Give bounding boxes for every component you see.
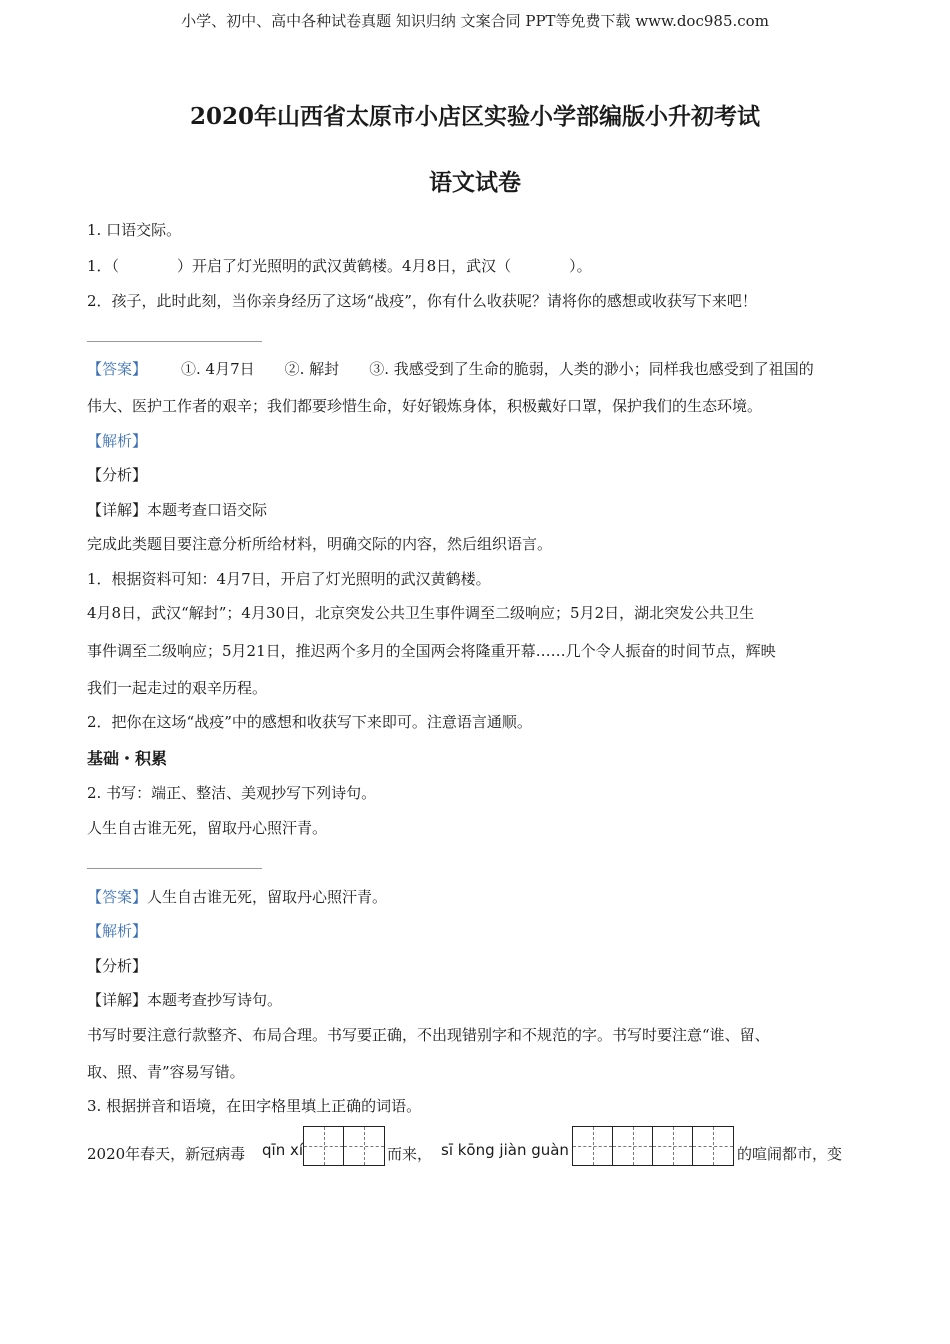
tianzige-cell[interactable] [653,1127,693,1165]
page-header: 小学、初中、高中各种试卷真题 知识归纳 文案合同 PPT等免费下载 www.doc985.com [181,12,769,30]
q1-explain-5: 我们一起走过的艰辛历程。 [87,679,268,697]
pinyin-sikongjianguan: sī kōng jiàn guàn [441,1141,569,1159]
q2-explain-1: 书写时要注意行款整齐、布局合理。书写要正确，不出现错别字和不规范的字。书写时要注意“谁、留、 [87,1026,770,1044]
q1-explain-3: 4月8日，武汉“解封”；4月30日，北京突发公共卫生事件调至二级响应；5月2日，湖北突发公共卫生 [87,604,755,622]
q2-jiexi: 【解析】 [87,922,148,940]
q1-stem: 1. 口语交际。 [87,221,182,239]
tianzige-cell[interactable] [693,1127,733,1165]
answer-tag: 【答案】 [87,888,148,906]
tianzige-cell[interactable] [344,1127,384,1165]
tianzige-cell[interactable] [613,1127,653,1165]
answer-divider [87,341,262,342]
tianzige-cell[interactable] [304,1127,344,1165]
q2-stem: 2. 书写：端正、整洁、美观抄写下列诗句。 [87,784,377,802]
q1-explain-6: 2．把你在这场“战疫”中的感想和收获写下来即可。注意语言通顺。 [87,713,532,731]
tianzige-cell[interactable] [573,1127,613,1165]
tianzige-grid-1[interactable] [303,1126,385,1166]
answer-tag: 【答案】 [87,360,148,378]
q1-explain-2: 1．根据资料可知：4月7日，开启了灯光照明的武汉黄鹤楼。 [87,570,491,588]
q3-part-b: 而来， [387,1145,433,1163]
q3-part-a: 2020年春天，新冠病毒 [87,1145,246,1163]
q2-answer: 【答案】人生自古谁无死，留取丹心照汗青。 [87,888,388,906]
q1-explain-4: 事件调至二级响应；5月21日，推迟两个多月的全国两会将隆重开幕……几个令人振奋的时间节点，辉映 [87,642,776,660]
exam-title: 2020年山西省太原市小店区实验小学部编版小升初考试 [189,103,760,130]
answer-divider [87,868,262,869]
q1-answer-cont: 伟大、医护工作者的艰辛；我们都要珍惜生命，好好锻炼身体，积极戴好口罩，保护我们的生态环境。 [87,397,763,415]
q2-poem: 人生自古谁无死，留取丹心照汗青。 [87,819,328,837]
q2-explain-2: 取、照、青”容易写错。 [87,1063,245,1081]
q3-part-c: 的喧闹都市，变 [737,1145,843,1163]
q1-fenxi: 【分析】 [87,466,148,484]
q1-sub2: 2．孩子，此时此刻，当你亲身经历了这场“战疫”，你有什么收获呢？请将你的感想或收获写下来吧！ [87,292,757,310]
exam-subtitle: 语文试卷 [429,169,521,196]
q1-xiangjie: 【详解】本题考查口语交际 [87,501,268,519]
tianzige-grid-2[interactable] [572,1126,734,1166]
q1-jiexi: 【解析】 [87,432,148,450]
pinyin-qinxi: qīn xí [262,1141,304,1159]
q3-stem: 3. 根据拼音和语境，在田字格里填上正确的词语。 [87,1097,422,1115]
q1-answer: 【答案】 ①. 4月7日 ②. 解封 ③. 我感受到了生命的脆弱，人类的渺小；同样我也感受到了祖国的 [87,360,814,378]
q2-fenxi: 【分析】 [87,957,148,975]
section-heading: 基础・积累 [87,749,168,768]
q2-xiangjie: 【详解】本题考查抄写诗句。 [87,991,283,1009]
q1-explain-1: 完成此类题目要注意分析所给材料，明确交际的内容，然后组织语言。 [87,535,553,553]
q1-sub1: 1．（ ）开启了灯光照明的武汉黄鹤楼。4月8日，武汉（ ）。 [87,257,592,275]
